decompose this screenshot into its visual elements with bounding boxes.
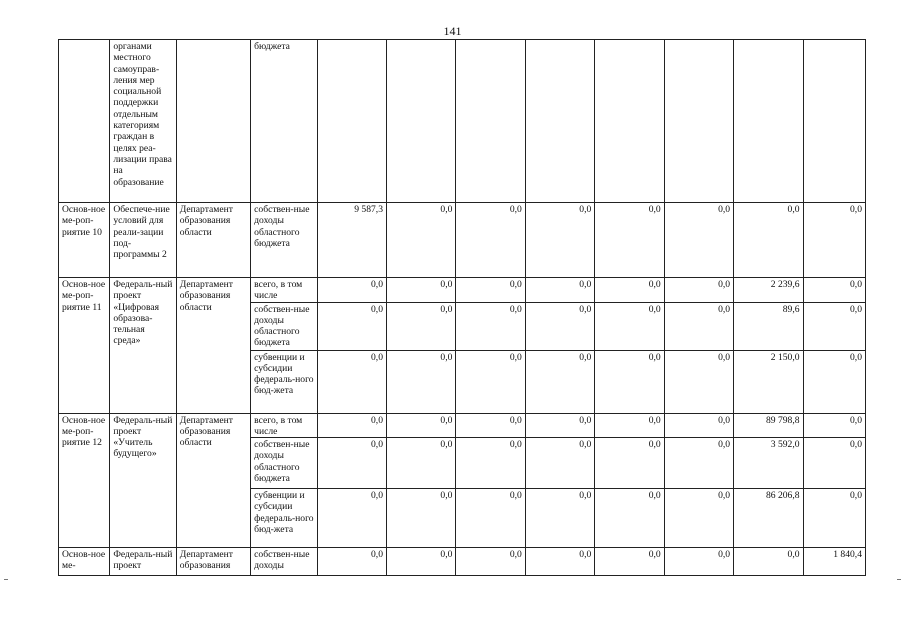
value-cell: 0,0 — [317, 350, 386, 413]
value-cell — [525, 40, 594, 203]
source-cell: всего, в том числе — [251, 278, 317, 303]
value-cell: 0,0 — [595, 278, 664, 303]
value-cell: 0,0 — [595, 302, 664, 350]
value-cell: 0,0 — [595, 350, 664, 413]
table-row — [59, 40, 866, 203]
measure-cell: Основ-ное ме-роп-риятие 10 — [59, 203, 110, 278]
value-cell: 0,0 — [525, 489, 594, 548]
value-cell: 0,0 — [525, 438, 594, 489]
scan-edge-mark — [897, 579, 901, 580]
source-cell: субвенции и субсидии федераль-ного бюд-жета — [251, 489, 317, 548]
measure-cell: Основ-ное ме-роп-риятие 12 — [59, 413, 110, 548]
table-row — [59, 548, 866, 576]
value-cell: 0,0 — [317, 438, 386, 489]
table-row — [59, 278, 866, 303]
value-cell: 0,0 — [387, 489, 456, 548]
value-cell: 0,0 — [664, 489, 733, 548]
source-cell: бюджета — [251, 40, 317, 203]
value-cell: 0,0 — [525, 350, 594, 413]
value-cell: 0,0 — [387, 548, 456, 576]
value-cell: 86 206,8 — [734, 489, 803, 548]
measure-cell: Основ-ное ме- — [59, 548, 110, 576]
value-cell: 0,0 — [525, 548, 594, 576]
value-cell: 0,0 — [456, 203, 525, 278]
value-cell: 89,6 — [734, 302, 803, 350]
value-cell: 0,0 — [525, 278, 594, 303]
value-cell: 9 587,3 — [317, 203, 386, 278]
value-cell: 0,0 — [664, 438, 733, 489]
source-cell: всего, в том числе — [251, 413, 317, 438]
value-cell: 0,0 — [387, 413, 456, 438]
value-cell: 0,0 — [525, 203, 594, 278]
value-cell — [734, 40, 803, 203]
value-cell: 2 239,6 — [734, 278, 803, 303]
value-cell: 0,0 — [803, 203, 865, 278]
value-cell: 0,0 — [317, 278, 386, 303]
executor-cell: Департамент образования области — [176, 278, 250, 414]
source-cell: собствен-ные доходы областного бюджета — [251, 302, 317, 350]
value-cell: 0,0 — [734, 548, 803, 576]
value-cell: 0,0 — [317, 413, 386, 438]
executor-cell — [176, 40, 250, 203]
scan-edge-mark — [4, 579, 8, 580]
value-cell — [803, 40, 865, 203]
value-cell: 0,0 — [456, 438, 525, 489]
value-cell: 0,0 — [803, 350, 865, 413]
value-cell: 0,0 — [595, 203, 664, 278]
value-cell: 0,0 — [803, 278, 865, 303]
value-cell: 0,0 — [387, 438, 456, 489]
value-cell: 2 150,0 — [734, 350, 803, 413]
value-cell — [387, 40, 456, 203]
measure-cell — [59, 40, 110, 203]
value-cell: 0,0 — [525, 302, 594, 350]
value-cell: 0,0 — [525, 413, 594, 438]
executor-cell: Департамент образования области — [176, 203, 250, 278]
value-cell: 0,0 — [664, 203, 733, 278]
value-cell: 0,0 — [387, 302, 456, 350]
source-cell: собствен-ные доходы областного бюджета — [251, 438, 317, 489]
name-cell: Федераль-ный проект «Учитель будущего» — [110, 413, 176, 548]
value-cell: 0,0 — [664, 278, 733, 303]
value-cell: 89 798,8 — [734, 413, 803, 438]
value-cell: 0,0 — [387, 350, 456, 413]
name-cell: Обеспече-ние условий для реали-зации под-программы 2 — [110, 203, 176, 278]
value-cell: 1 840,4 — [803, 548, 865, 576]
value-cell: 0,0 — [456, 302, 525, 350]
value-cell — [595, 40, 664, 203]
measure-cell: Основ-ное ме-роп-риятие 11 — [59, 278, 110, 414]
value-cell: 0,0 — [664, 350, 733, 413]
value-cell: 0,0 — [803, 438, 865, 489]
value-cell: 0,0 — [803, 489, 865, 548]
name-cell: Федераль-ный проект — [110, 548, 176, 576]
value-cell: 0,0 — [664, 302, 733, 350]
table-row — [59, 203, 866, 278]
executor-cell: Департамент образования — [176, 548, 250, 576]
value-cell: 0,0 — [734, 203, 803, 278]
executor-cell: Департамент образования области — [176, 413, 250, 548]
value-cell: 0,0 — [456, 413, 525, 438]
value-cell: 0,0 — [456, 278, 525, 303]
page-number: 141 — [443, 24, 462, 38]
value-cell — [664, 40, 733, 203]
value-cell: 0,0 — [317, 302, 386, 350]
value-cell: 0,0 — [456, 350, 525, 413]
value-cell — [456, 40, 525, 203]
value-cell: 0,0 — [387, 203, 456, 278]
value-cell: 0,0 — [317, 489, 386, 548]
source-cell: собствен-ные доходы областного бюджета — [251, 203, 317, 278]
value-cell: 0,0 — [595, 413, 664, 438]
source-cell: субвенции и субсидии федераль-ного бюд-жета — [251, 350, 317, 413]
value-cell: 0,0 — [317, 548, 386, 576]
value-cell: 0,0 — [595, 438, 664, 489]
value-cell: 0,0 — [595, 489, 664, 548]
value-cell: 0,0 — [803, 302, 865, 350]
source-cell: собствен-ные доходы — [251, 548, 317, 576]
value-cell: 0,0 — [387, 278, 456, 303]
value-cell: 0,0 — [456, 548, 525, 576]
value-cell: 3 592,0 — [734, 438, 803, 489]
value-cell: 0,0 — [456, 489, 525, 548]
name-cell: Федераль-ный проект «Цифровая образова-тельная среда» — [110, 278, 176, 414]
value-cell — [317, 40, 386, 203]
value-cell: 0,0 — [664, 548, 733, 576]
name-cell: органами местного самоуправ-ления мер социальной поддержки отдельным категориям граждан в целях реа-лизации права на образование — [110, 40, 176, 203]
value-cell: 0,0 — [664, 413, 733, 438]
value-cell: 0,0 — [595, 548, 664, 576]
table-row — [59, 413, 866, 438]
value-cell: 0,0 — [803, 413, 865, 438]
budget-table — [58, 39, 866, 576]
